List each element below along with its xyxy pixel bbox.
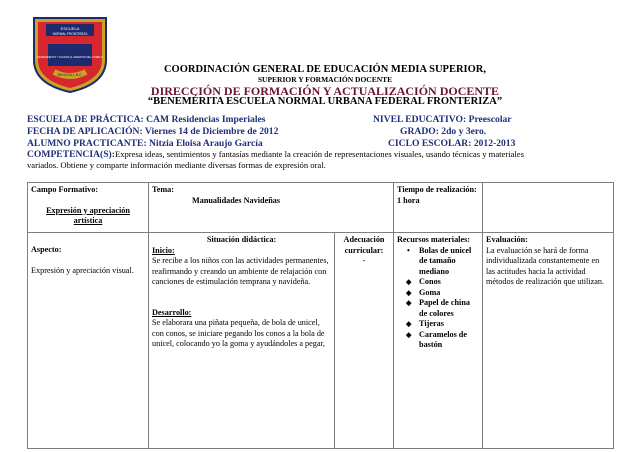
- adecuacion-value: -: [362, 256, 366, 265]
- evaluacion-text: La evaluación se hará de forma individualizada constantemente en las actitudes hacia la actividad métodos de realización que utilizan.: [486, 245, 605, 286]
- aspecto-label: Aspecto:: [31, 245, 62, 254]
- empty-cell: [483, 183, 614, 233]
- competencia-line-1: [27, 149, 524, 160]
- list-item: ◆ Conos: [411, 277, 479, 288]
- aspecto-cell: [28, 233, 149, 449]
- adecuacion-cell: [335, 233, 394, 449]
- header-line-1: COORDINACIÓN GENERAL DE EDUCACIÓN MEDIA SUPERIOR,: [163, 64, 487, 75]
- alumno-practicante: ALUMNO PRACTICANTE: Nitzia Eloisa Araujo García: [27, 138, 263, 149]
- campo-value-2: artística: [73, 216, 103, 225]
- adecuacion-label: Adecuación curricular:: [343, 235, 385, 255]
- logo-motto: PENSAMIENTO Y ACCIÓN AL SERVICIO DEL PUEBLO: [37, 56, 103, 59]
- tema-value: Manualidades Navideñas: [192, 195, 281, 205]
- inicio-text: Se recibe a los niños con las actividades permanentes, reafirmando y creando un ambiente de relajación con canciones de estimulación temprana y navideña.: [152, 256, 329, 286]
- logo-bottom-text: MEXICALI, B.C.: [57, 73, 83, 77]
- logo-mid-text: NORMAL FRONTERIZA: [52, 32, 88, 36]
- escuela-practica: ESCUELA DE PRÁCTICA: CAM Residencias Imperiales: [27, 114, 266, 125]
- fecha-aplicacion: FECHA DE APLICACIÓN: Viernes 14 de Diciembre de 2012: [27, 126, 279, 137]
- header-line-2: SUPERIOR Y FORMACIÓN DOCENTE: [257, 75, 393, 84]
- list-item: ◆ Papel de china de colores: [411, 298, 479, 319]
- desarrollo-text: Se elaborara una piñata pequeña, de bola de unicel, con conos, se iniciare pegando los conos a la bola de unicel, colocando yo la goma y ayudándoles a pegar,: [152, 318, 325, 348]
- inicio-label: Inicio:: [152, 245, 175, 255]
- table-row: [28, 183, 614, 233]
- recursos-cell: [394, 233, 483, 449]
- evaluacion-label: Evaluación:: [486, 235, 528, 244]
- tiempo-value: 1 hora: [397, 195, 420, 205]
- header-line-3: DIRECCIÓN DE FORMACIÓN Y ACTUALIZACIÓN DOCENTE: [150, 84, 500, 98]
- grado: GRADO: 2do y 3ero.: [400, 126, 487, 137]
- nivel-educativo: NIVEL EDUCATIVO: Preescolar: [373, 114, 512, 125]
- logo-top-text: ESCUELA: [60, 26, 80, 31]
- desarrollo-label: Desarrollo:: [152, 307, 192, 317]
- list-item: ◆ Caramelos de bastón: [411, 330, 479, 351]
- tema-label: Tema:: [152, 185, 174, 194]
- table-row: [28, 233, 614, 449]
- tiempo-cell: [394, 183, 483, 233]
- recursos-list: [397, 246, 479, 351]
- competencia-text-2: variados. Obtiene y comparte información mediante diversas formas de expresión oral.: [27, 160, 326, 170]
- header-line-4: “BENEMÉRITA ESCUELA NORMAL URBANA FEDERAL FRONTERIZA”: [147, 96, 503, 107]
- list-item: ◆ Tijeras: [411, 319, 479, 330]
- recursos-label: Recursos materiales:: [397, 235, 470, 244]
- list-item: ◆ Goma: [411, 288, 479, 299]
- competencia-label: COMPETENCIA(S):: [27, 149, 115, 160]
- ciclo-escolar: CICLO ESCOLAR: 2012-2013: [388, 138, 516, 149]
- tema-cell: [149, 183, 394, 233]
- aspecto-value: Expresión y apreciación visual.: [31, 265, 134, 275]
- evaluacion-cell: [483, 233, 614, 449]
- competencia-text-1: Expresa ideas, sentimientos y fantasías mediante la creación de representaciones visuales, usando técnicas y materiales: [114, 149, 524, 159]
- list-item: • Bolas de unicel de tamaño mediano: [411, 246, 479, 278]
- planning-table: [27, 182, 614, 449]
- campo-value-1: Expresión y apreciación: [46, 205, 130, 215]
- school-logo: [28, 14, 112, 94]
- campo-label: Campo Formativo:: [31, 185, 99, 194]
- situacion-label: Situación didáctica:: [206, 235, 277, 244]
- tiempo-label: Tiempo de realización:: [397, 185, 477, 194]
- campo-formativo-cell: [28, 183, 149, 233]
- situacion-cell: [149, 233, 335, 449]
